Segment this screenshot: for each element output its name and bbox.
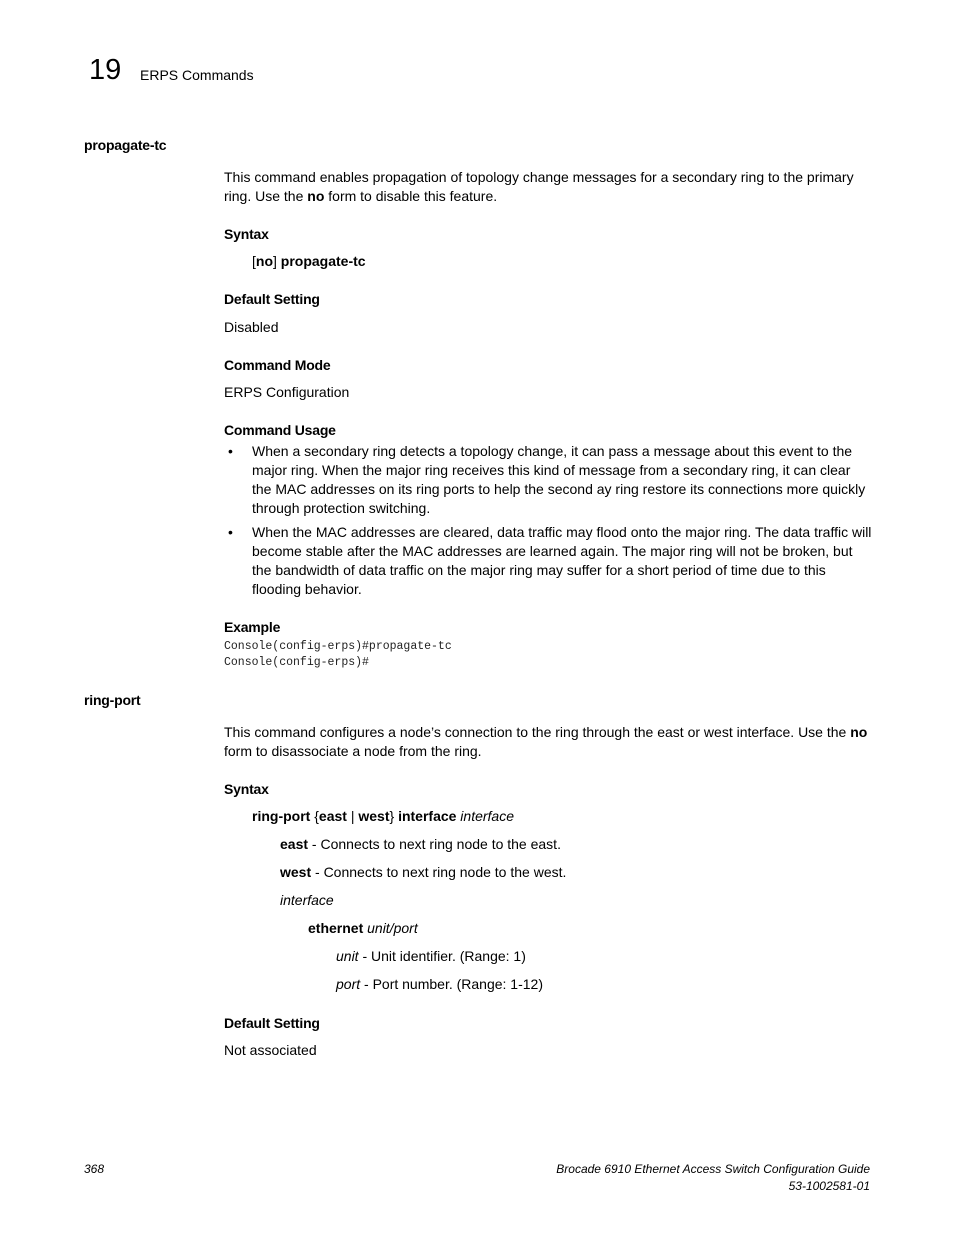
default-setting-heading: Default Setting [224, 291, 320, 307]
default-setting-value: Not associated [224, 1042, 317, 1058]
no-keyword: no [850, 724, 868, 740]
param-unit: unit - Unit identifier. (Range: 1) [336, 948, 526, 964]
bullet-icon: • [228, 524, 233, 540]
param-interface: interface [280, 892, 334, 908]
propagate-tc-syntax: [no] propagate-tc [252, 253, 366, 269]
command-mode-value: ERPS Configuration [224, 384, 350, 400]
bullet-icon: • [228, 443, 233, 459]
command-name-propagate-tc: propagate-tc [84, 137, 167, 153]
command-name-ring-port: ring-port [84, 692, 141, 708]
page-number: 368 [84, 1162, 105, 1176]
param-ethernet: ethernet unit/port [308, 920, 418, 936]
doc-number: 53-1002581-01 [788, 1179, 870, 1193]
guide-title: Brocade 6910 Ethernet Access Switch Configuration Guide [556, 1162, 870, 1176]
example-line: Console(config-erps)# [224, 656, 369, 669]
param-east: east - Connects to next ring node to the east. [280, 836, 561, 852]
syntax-heading: Syntax [224, 781, 269, 797]
command-mode-heading: Command Mode [224, 357, 331, 373]
no-keyword: no [307, 188, 325, 204]
syntax-heading: Syntax [224, 226, 269, 242]
example-line: Console(config-erps)#propagate-tc [224, 640, 452, 653]
usage-item: • When the MAC addresses are cleared, data traffic may flood onto the major ring. The data traffic will become stable after the MAC addresses are learned again. The major ring will not be broken, but the bandwidth of data traffic on the major ring may suffer for a short period of time due to this flooding behavior. [228, 524, 872, 597]
usage-item: • When a secondary ring detects a topology change, it can pass a message about this event to the major ring. When the major ring receives this kind of message from a secondary ring, it can clear the MAC addresses on its ring ports to help the second ay ring restore its connections more quickly through protection switching. [228, 443, 866, 516]
chapter-title: ERPS Commands [140, 67, 254, 83]
default-setting-heading: Default Setting [224, 1015, 320, 1031]
param-port: port - Port number. (Range: 1-12) [336, 976, 543, 992]
ring-port-description: This command configures a node’s connection to the ring through the east or west interface. Use the no form to disassociate a node from the ring. [224, 724, 868, 759]
command-usage-heading: Command Usage [224, 422, 336, 438]
example-heading: Example [224, 619, 281, 635]
ring-port-syntax: ring-port {east | west} interface interface [252, 808, 515, 824]
propagate-tc-description: This command enables propagation of topology change messages for a secondary ring to the primary ring. Use the no form to disable this feature. [224, 169, 854, 204]
chapter-number: 19 [89, 54, 122, 86]
default-setting-value: Disabled [224, 319, 279, 335]
param-west: west - Connects to next ring node to the west. [280, 864, 567, 880]
